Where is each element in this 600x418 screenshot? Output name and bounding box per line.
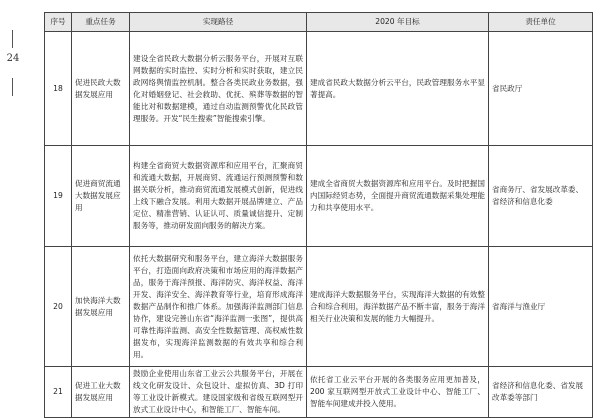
- row-number: 21: [45, 367, 72, 418]
- row-unit: 省商务厅、省发展改革委、省经济和信息化委: [489, 146, 593, 247]
- row-unit: 省民政厅: [489, 32, 593, 146]
- header-task: 重点任务: [72, 13, 130, 32]
- header-unit: 责任单位: [489, 13, 593, 32]
- row-goal: 建成省民政大数据分析云平台，民政管理服务水平显著提高。: [307, 32, 489, 146]
- row-path: 建设全省民政大数据分析云服务平台，开展对互联网数据的实时监控、实时分析和实时获取，建立民政网络舆情监控机制。整合各类民政业务数据，强化对婚姻登记、社会救助、优抚、殡葬等数据的智能比对和数据建模，通过自动监测预警优化民政管理服务。开发“民生搜索”智能搜索引擎。: [130, 32, 307, 146]
- row-number: 20: [45, 247, 72, 367]
- row-task: 加快海洋大数据发展应用: [72, 247, 130, 367]
- row-path: 依托大数据研究和服务平台，建立海洋大数据服务平台，打造面向政府决策和市场应用的海洋数据产品，服务于海洋预报、海洋防灾、海洋权益、海洋开发、海洋安全、海洋教育等行业，培育形成海洋数据产品制作和推广体系。加强海洋监测部门信息协作，建设完善山东省“海洋监测一张图”，提供高可靠性海洋监测、高安全性数据管理、高权威性数据发布，实现海洋监测数据的有效共享和综合利用。: [130, 247, 307, 367]
- row-goal: 建成全省商贸大数据资源库和应用平台。及时把握国内国际经贸态势，全面提升商贸流通数据采集处理能力和共享使用水平。: [307, 146, 489, 247]
- page-number-rule-top: [12, 30, 13, 48]
- row-unit: 省经济和信息化委、省发展改革委等部门: [489, 367, 593, 418]
- row-number: 19: [45, 146, 72, 247]
- page-number-rule-bottom: [12, 78, 13, 96]
- row-path: 鼓励企业使用山东省工业云公共服务平台，开展在线文化研发设计、众包设计、虚拟仿真、3D 打印等工业设计新模式。建设国家级和省级互联网型开放式工业设计中心，和智能工厂、智能车间。: [130, 367, 307, 418]
- page-number: 24: [6, 53, 20, 64]
- row-unit: 省海洋与渔业厅: [489, 247, 593, 367]
- table-header-row: [45, 13, 593, 32]
- header-no: 序号: [45, 13, 72, 32]
- page-number-marker: [6, 0, 20, 405]
- table-row: [45, 367, 593, 418]
- row-task: 促进商贸流通大数据发展应用: [72, 146, 130, 247]
- table-row: [45, 247, 593, 367]
- header-goal: 2020 年目标: [307, 13, 489, 32]
- row-task: 促进民政大数据发展应用: [72, 32, 130, 146]
- row-goal: 依托省工业云平台开展的各类服务应用更加普及，200 家互联网型开放式工业设计中心、智能工厂、智能车间建成并投入使用。: [307, 367, 489, 418]
- row-number: 18: [45, 32, 72, 146]
- table-row: [45, 146, 593, 247]
- row-task: 促进工业大数据发展应用: [72, 367, 130, 418]
- row-goal: 建成海洋大数据服务平台，实现海洋大数据的有效整合和综合利用，海洋数据产品不断丰富，服务于海洋相关行业决策和发展的能力大幅提升。: [307, 247, 489, 367]
- row-path: 构建全省商贸大数据资源库和应用平台，汇聚商贸和流通大数据，开展商贸、流通运行预测预警和数据关联分析，推动商贸流通发展模式创新，促进线上线下融合发展。利用大数据开展品牌建立、产品定位、精准营销、认证认可、质量诚信提升、定制服务等，推动研发面向服务的解决方案。: [130, 146, 307, 247]
- key-tasks-table: [44, 12, 593, 418]
- table-row: [45, 32, 593, 146]
- header-path: 实现路径: [130, 13, 307, 32]
